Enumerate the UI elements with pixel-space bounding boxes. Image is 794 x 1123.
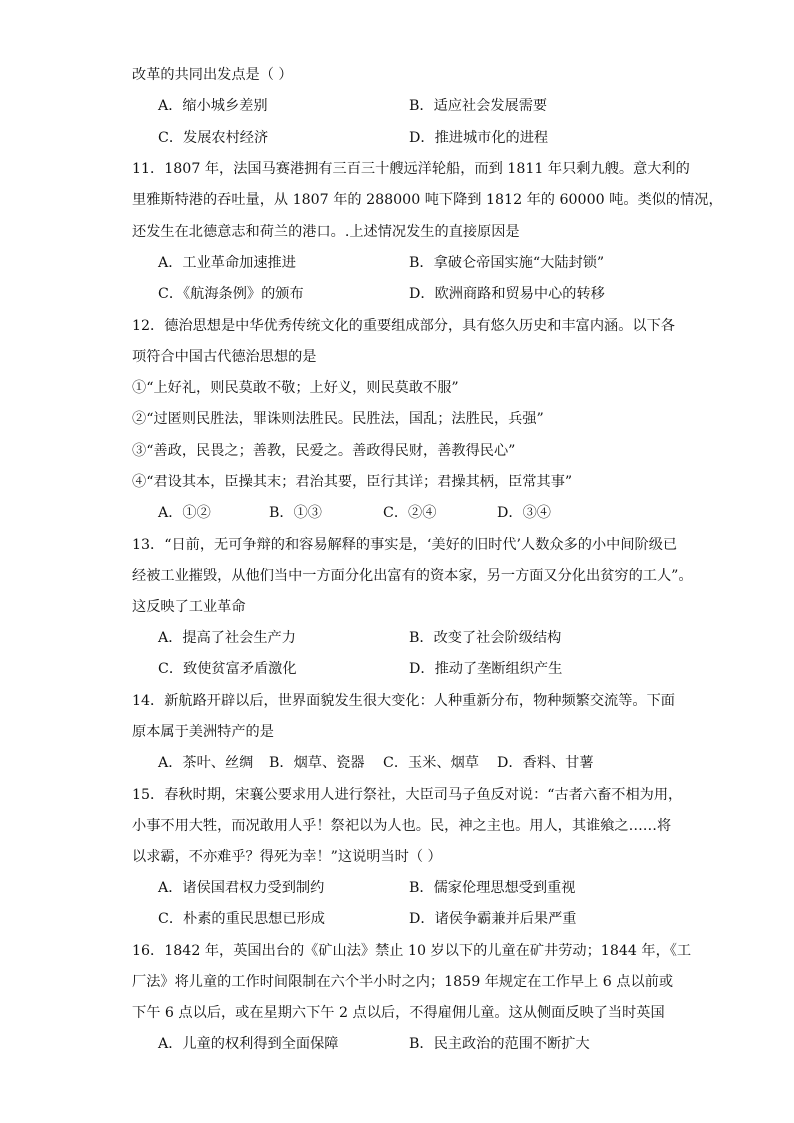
q14-option-d: D．香料、甘薯 [497,755,594,771]
q13-option-c: C．致使贫富矛盾激化 [158,661,297,677]
q12-option-c: C．②④ [383,505,437,521]
q10-option-d: D．推进城市化的进程 [409,130,549,146]
q14-stem-line-2: 原本属于美洲特产的是 [132,724,274,740]
q10-option-c: C．发展农村经济 [158,130,269,146]
q11-option-c: C．《航海条例》的颁布 [158,286,304,302]
q16-stem-line-1: 16．1842 年，英国出台的《矿山法》禁止 10 岁以下的儿童在矿井劳动；1844 年，《工 [132,943,692,959]
q12-option-d: D．③④ [497,505,551,521]
q15-option-a: A．诸侯国君权力受到制约 [158,880,325,896]
q13-stem-line-2: 经被工业摧毁，从他们当中一方面分化出富有的资本家，另一方面又分化出贫穷的工人”。 [132,568,693,584]
q11-stem-line-3: 还发生在北德意志和荷兰的港口。.上述情况发生的直接原因是 [132,224,520,240]
q14-option-b: B．烟草、瓷器 [269,755,365,771]
q12-item-3: ③“善政，民畏之；善教，民爱之。善政得民财，善教得民心” [132,443,516,459]
q12-option-a: A．①② [158,505,211,521]
q13-option-a: A．提高了社会生产力 [158,630,296,646]
q16-stem-line-3: 下午 6 点以后，或在星期六下午 2 点以后，不得雇佣儿童。这从侧面反映了当时英国 [132,1005,665,1021]
q15-option-c: C．朴素的重民思想已形成 [158,911,325,927]
q12-item-1: ①“上好礼，则民莫敢不敬；上好义，则民莫敢不服” [132,380,459,396]
q14-option-c: C．玉米、烟草 [383,755,479,771]
q12-item-4: ④“君设其本，臣操其末；君治其要，臣行其详；君操其柄，臣常其事” [132,474,573,490]
q15-stem-line-1: 15．春秋时期，宋襄公要求用人进行祭社，大臣司马子鱼反对说：“古者六畜不相为用， [132,787,683,803]
q12-stem-line-1: 12．德治思想是中华优秀传统文化的重要组成部分，具有悠久历史和丰富内涵。以下各 [132,318,675,334]
q15-option-d: D．诸侯争霸兼并后果严重 [409,911,577,927]
q10-option-a: A．缩小城乡差别 [158,98,268,114]
q16-option-a: A．儿童的权利得到全面保障 [158,1036,339,1052]
q13-stem-line-1: 13．“日前，无可争辩的和容易解释的事实是，‘美好的旧时代’人数众多的小中间阶级已 [132,537,678,553]
q11-stem-line-2: 里雅斯特港的吞吐量，从 1807 年的 288000 吨下降到 1812 年的 60000 吨。类似的情况， [132,192,723,208]
q10-stem-tail: 改革的共同出发点是（ ） [132,67,293,83]
q12-item-2: ②“过匿则民胜法，罪诛则法胜民。民胜法，国乱；法胜民，兵强” [132,411,544,427]
q16-option-b: B．民主政治的范围不断扩大 [409,1036,590,1052]
q15-stem-line-2: 小事不用大牲，而况敢用人乎！祭祀以为人也。民，神之主也。用人，其谁飨之……将 [132,818,672,834]
q13-stem-line-3: 这反映了工业革命 [132,599,246,615]
q12-stem-line-2: 项符合中国古代德治思想的是 [132,349,317,365]
q11-option-b: B．拿破仑帝国实施“大陆封锁” [409,255,605,271]
q15-option-b: B．儒家伦理思想受到重视 [409,880,576,896]
q13-option-b: B．改变了社会阶级结构 [409,630,562,646]
q11-option-a: A．工业革命加速推进 [158,255,296,271]
q14-stem-line-1: 14．新航路开辟以后，世界面貌发生很大变化：人种重新分布，物种频繁交流等。下面 [132,693,675,709]
q14-option-a: A．茶叶、丝绸 [158,755,254,771]
q12-option-b: B．①③ [269,505,322,521]
q10-option-b: B．适应社会发展需要 [409,98,548,114]
q11-stem-line-1: 11．1807 年，法国马赛港拥有三百三十艘远洋轮船，而到 1811 年只剩九艘。意大利的 [132,161,690,177]
q11-option-d: D．欧洲商路和贸易中心的转移 [409,286,605,302]
q13-option-d: D．推动了垄断组织产生 [409,661,563,677]
q15-stem-line-3: 以求霸，不亦难乎？得死为幸！”这说明当时（ ） [132,849,442,865]
q16-stem-line-2: 厂法》将儿童的工作时间限制在六个半小时之内；1859 年规定在工作早上 6 点以前或 [132,974,674,990]
